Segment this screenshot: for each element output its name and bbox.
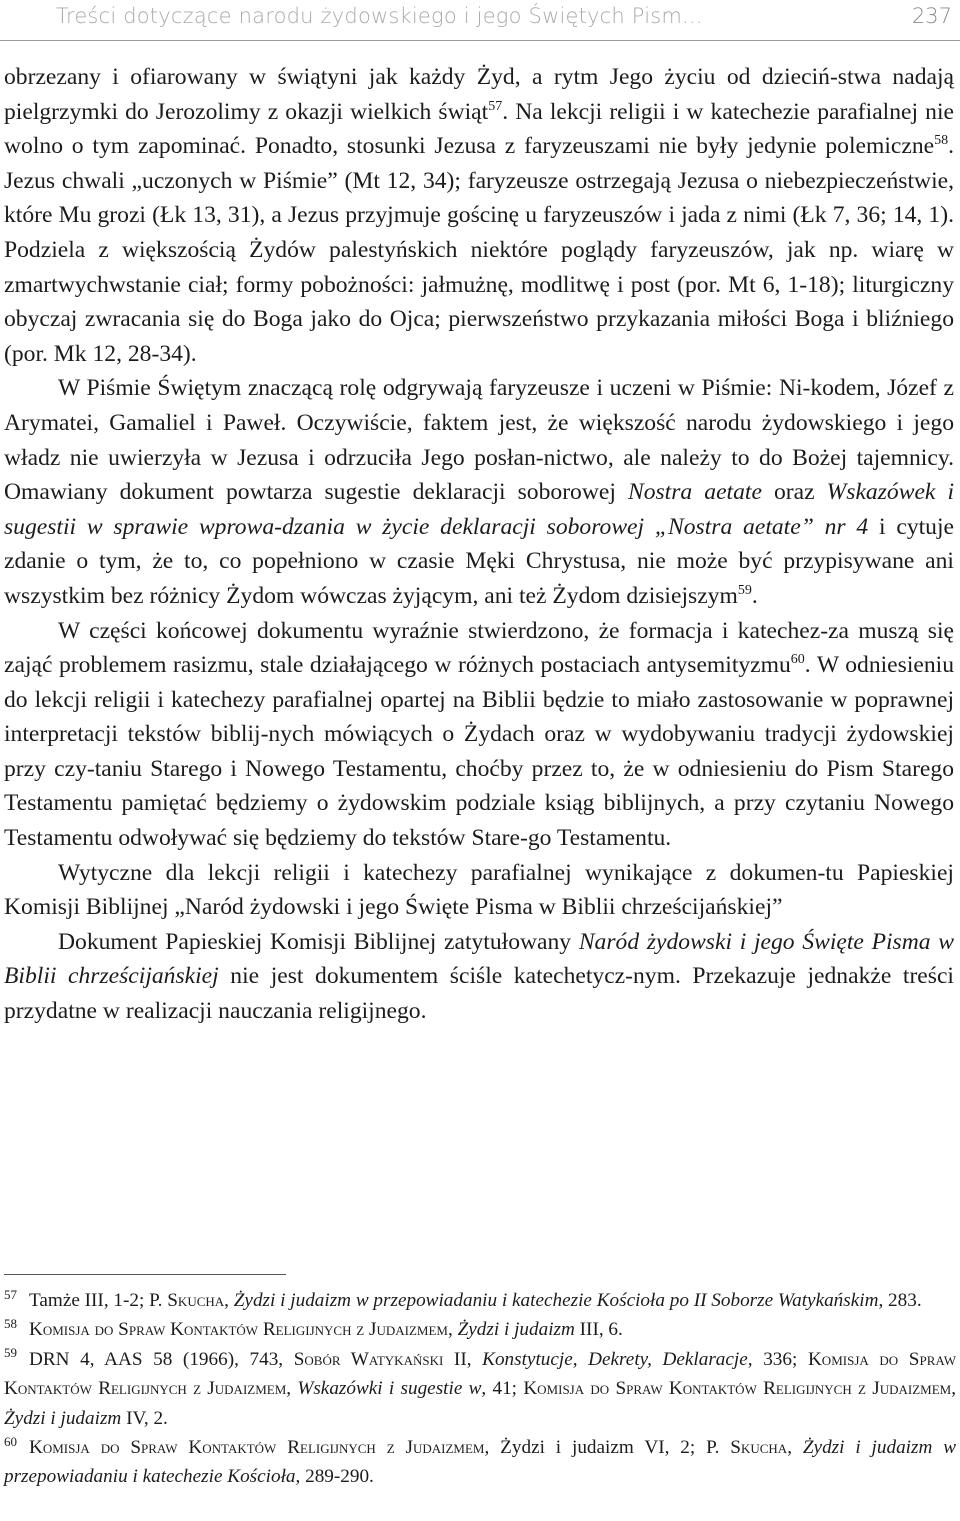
italic-title: Naród żydowski i jego Święte Pisma w Biblii chrześcijańskiej bbox=[4, 928, 954, 990]
text-run: IV, 2. bbox=[121, 1407, 168, 1429]
text-run: , 41; bbox=[481, 1378, 524, 1400]
italic-title: Żydzi i judaizm bbox=[457, 1319, 575, 1341]
text-run: , 289-290. bbox=[295, 1466, 374, 1488]
text-run: nie jest dokumentem ściśle katechetycz-nym. Przekazuje jednakże treści przydatne w realizacji nauczania religijnego. bbox=[4, 963, 954, 1025]
text-run: , bbox=[448, 1319, 458, 1341]
paragraph-2 bbox=[4, 371, 954, 613]
running-header-title: Treści dotyczące narodu żydowskiego i jego Świętych Pism... bbox=[56, 4, 703, 28]
text-run: Tamże III, 1-2; P. bbox=[29, 1290, 168, 1311]
page-number: 237 bbox=[911, 4, 952, 28]
text-run: Dokument Papieskiej Komisji Biblijnej zatytułowany bbox=[58, 928, 579, 955]
footnote-ref-58[interactable]: 58 bbox=[934, 133, 949, 149]
footnote-number: 60 bbox=[4, 1433, 17, 1449]
text-run: . Na lekcji religii i w katechezie parafialnej nie wolno o tym zapominać. Ponadto, stosunki Jezusa z faryzeuszami nie były jedynie polemiczne bbox=[4, 98, 954, 160]
italic-title: Żydzi i judaizm w przepowiadaniu i katechezie Kościoła po II Soborze Watykańskim bbox=[233, 1290, 879, 1311]
footnote-ref-57[interactable]: 57 bbox=[488, 98, 503, 114]
small-caps-author: Skucha bbox=[167, 1290, 225, 1311]
small-caps-author: Komisja do Spraw Kontaktów Religijnych z Judaizmem bbox=[29, 1319, 448, 1341]
footnote-number: 58 bbox=[4, 1316, 17, 1332]
footnote-ref-60[interactable]: 60 bbox=[790, 652, 805, 668]
footnote-58 bbox=[4, 1315, 956, 1344]
text-run: DRN 4, AAS 58 (1966), 743, bbox=[29, 1348, 294, 1370]
paragraph-1 bbox=[4, 60, 954, 371]
header-rule bbox=[0, 40, 960, 41]
footnotes bbox=[4, 1286, 956, 1492]
section-heading: Wytyczne dla lekcji religii i katechezy parafialnej wynikające z dokumen-tu Papieskiej Komisji Biblijnej „Naród żydowski i jego Święte Pisma w Biblii chrześcijańskiej” bbox=[4, 859, 954, 921]
small-caps-author: Sobór Watykański bbox=[293, 1348, 444, 1370]
italic-title: Żydzi i judaizm w przepowiadaniu i katechezie Kościoła bbox=[4, 1437, 957, 1488]
footnote-number: 59 bbox=[4, 1345, 17, 1361]
paragraph-3 bbox=[4, 614, 954, 856]
small-caps-author: Komisja do Spraw Kontaktów Religijnych z Judaizmem bbox=[29, 1437, 485, 1459]
italic-title: Nostra aetate bbox=[627, 479, 762, 506]
text-run: , bbox=[286, 1378, 298, 1400]
text-run: , bbox=[224, 1290, 234, 1311]
footnote-rule bbox=[4, 1274, 286, 1275]
footnote-number: 57 bbox=[4, 1286, 17, 1302]
text-run: W Piśmie Świętym znaczącą rolę odgrywają faryzeusze i uczeni w Piśmie: Ni-kodem, Józef z Arymatei, Gamaliel i Paweł. Oczywiście, faktem jest, że większość narodu żydowskiego i jego władz nie uwierzyła w Jezusa i odrzuciła Jego posłan-nictwo, ale należy to do Bożej tajemnicy. Omawiany dokument powtarza sugestie deklaracji soborowej bbox=[4, 375, 954, 506]
text-run: . W odniesieniu do lekcji religii i katechezy parafialnej opartej na Biblii będzie to miało zastosowanie w poprawnej interpretacji tekstów biblij-nych mówiących o Żydach oraz w wydobywaniu tradycji żydowskiej przy czy-taniu Starego i Nowego Testamentu, choćby przez to, że w odniesieniu do Pism Starego Testamentu pamiętać będziemy o żydowskim podziale ksiąg biblijnych, a przy czytaniu Nowego Testamentu odwoływać się będziemy do tekstów Stare-go Testamentu. bbox=[4, 652, 954, 852]
text-run: , bbox=[951, 1378, 956, 1400]
small-caps-author: Skucha bbox=[730, 1437, 788, 1459]
running-header bbox=[56, 4, 956, 34]
small-caps-author: Komisja do Spraw Kontaktów Religijnych z Judaizmem bbox=[4, 1348, 956, 1400]
body-text bbox=[4, 60, 954, 1029]
footnote-60 bbox=[4, 1433, 956, 1492]
footnote-59 bbox=[4, 1345, 956, 1433]
text-run: oraz bbox=[761, 479, 827, 506]
text-run: , 283. bbox=[878, 1290, 922, 1311]
text-run: obrzezany i ofiarowany w świątyni jak każdy Żyd, a rytm Jego życiu od dzieciń-stwa nadają pielgrzymki do Jerozolimy z okazji wielkich świąt bbox=[4, 64, 954, 125]
text-run: . Jezus chwali „uczonych w Piśmie” (Mt 12, 34); faryzeusze ostrzegają Jezusa o niebezpieczeństwie, które Mu grozi (Łk 13, 31), a Jezus przyjmuje gościnę u faryzeuszów i jada z nimi (Łk 7, 36; 14, 1). Podziela z większością Żydów palestyńskich niektóre poglądy faryzeuszów, jak np. wiarę w zmartwychwstanie ciał; formy pobożności: jałmużnę, modlitwę i post (por. Mt 6, 1-18); liturgiczny obyczaj zwracania się do Boga jako do Ojca; pierwszeństwo przykazania miłości Boga i bliźniego (por. Mk 12, 28-34). bbox=[4, 133, 954, 367]
italic-title: Konstytucje, Dekrety, Deklaracje bbox=[482, 1348, 748, 1370]
text-run: , Żydzi i judaizm VI, 2; P. bbox=[484, 1437, 731, 1459]
text-run: W części końcowej dokumentu wyraźnie stwierdzono, że formacja i katechez-za muszą się zająć problemem rasizmu, stale działającego w różnych postaciach antysemityzmu bbox=[4, 617, 954, 679]
italic-title: Żydzi i judaizm bbox=[4, 1407, 122, 1429]
italic-title: Wskazówek i sugestii w sprawie wprowa-dzania w życie deklaracji soborowej „Nostra aetate” nr 4 bbox=[4, 479, 954, 540]
text-run: i cytuje zdanie o tym, że to, co popełniono w czasie Męki Chrystusa, nie może być przypisywane ani wszystkim bez różnicy Żydom wówczas żyjącym, ani też Żydom dzisiejszym bbox=[4, 513, 955, 609]
footnote-ref-59[interactable]: 59 bbox=[737, 583, 752, 599]
text-run: , bbox=[787, 1437, 803, 1459]
text-run: , 336; bbox=[747, 1348, 808, 1370]
footnote-57 bbox=[4, 1286, 956, 1315]
italic-title: Wskazówki i sugestie w bbox=[297, 1378, 482, 1400]
paragraph-4 bbox=[4, 925, 954, 1029]
text-run: III, 6. bbox=[574, 1319, 623, 1341]
small-caps-author: Komisja do Spraw Kontaktów Religijnych z Judaizmem bbox=[523, 1378, 952, 1400]
text-run: II, bbox=[443, 1348, 483, 1370]
text-run: . bbox=[751, 582, 758, 609]
